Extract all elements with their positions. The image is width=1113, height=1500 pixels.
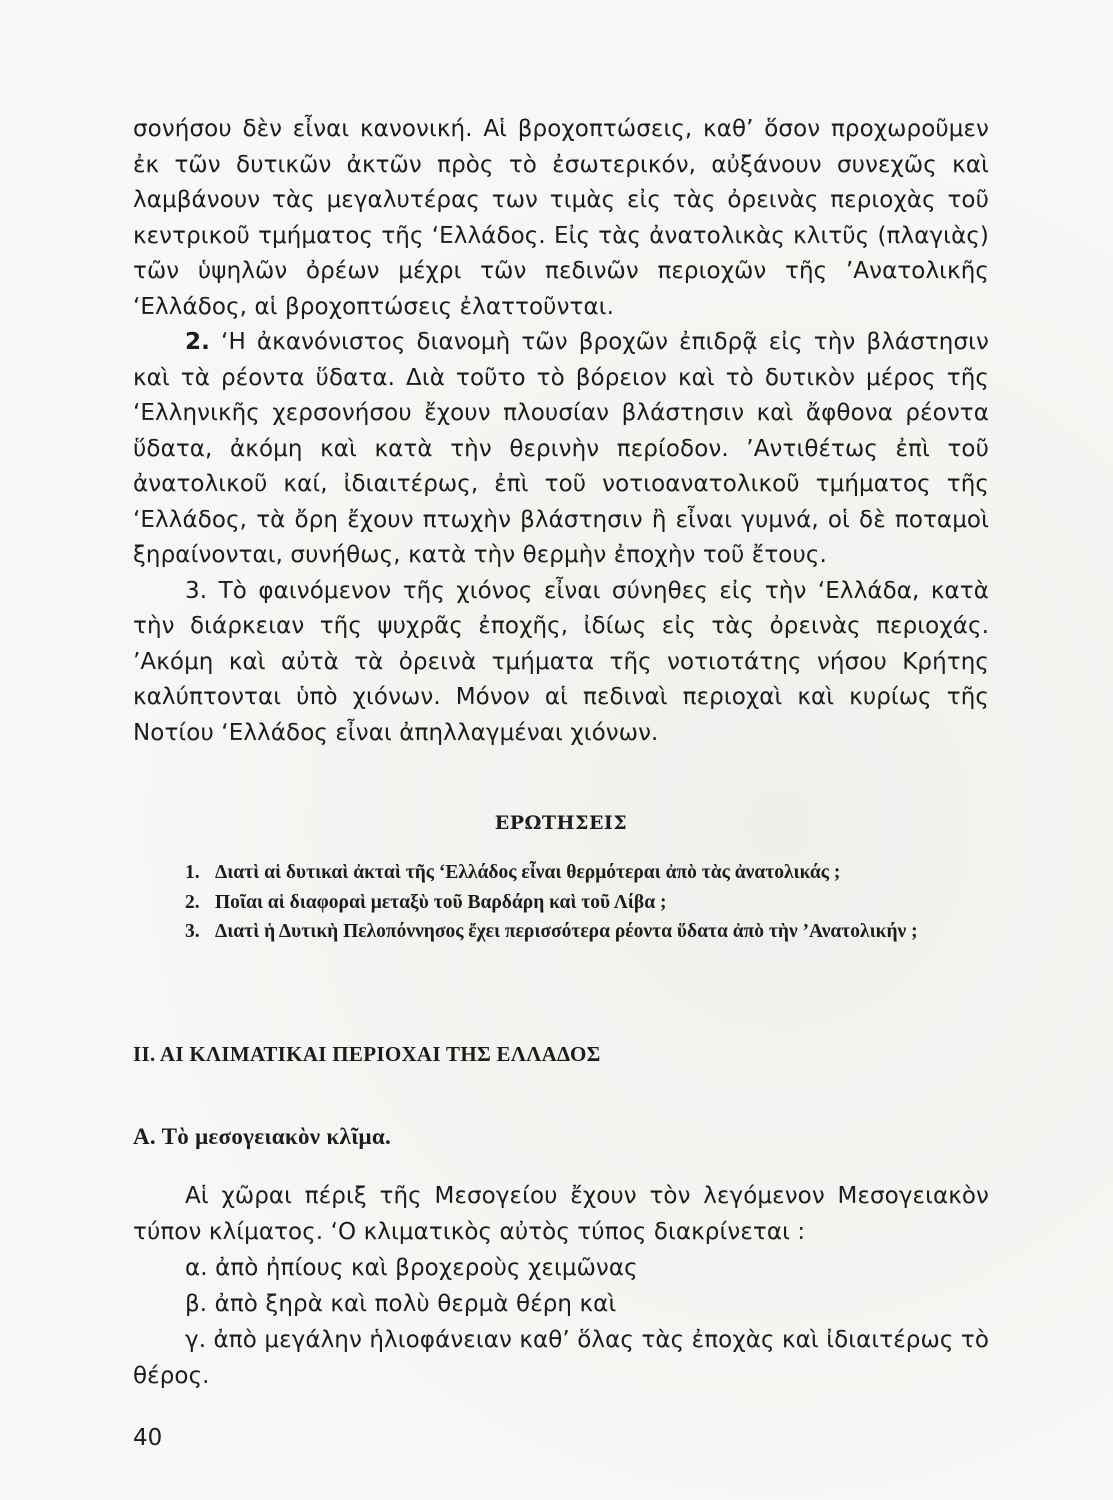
section-heading: ΙΙ. ΑΙ ΚΛΙΜΑΤΙΚΑΙ ΠΕΡΙΟΧΑΙ ΤΗΣ ΕΛΛΑΔΟΣ bbox=[133, 1042, 601, 1066]
question-number: 2. bbox=[185, 891, 200, 913]
page-number: 40 bbox=[133, 1425, 163, 1451]
climate-item: β. ἀπὸ ξηρὰ καὶ πολὺ θερμὰ θέρη καὶ bbox=[185, 1291, 617, 1317]
question-number: 1. bbox=[185, 862, 200, 883]
question-item bbox=[185, 888, 995, 918]
paragraph-2 bbox=[133, 325, 989, 574]
question-item bbox=[185, 858, 995, 888]
questions-heading: ΕΡΩΤΗΣΕΙΣ bbox=[494, 812, 628, 834]
paragraph-3-text: Τὸ φαινόμενον τῆς χιόνος εἶναι σύνηθες εἰς τὴν ‘Ελλάδα, κατὰ τὴν διάρκειαν τῆς ψυχρᾶς ἐποχῆς, ἰδίως εἰς τὰς ὀρεινὰς περιοχάς. ’Ακόμη καὶ αὐτὰ τὰ ὀρεινὰ τμήματα τῆς νοτιοτάτης νήσου Κρήτης καλύπτονται ὑπὸ χιόνων. Μόνον αἱ πεδιναὶ περιοχαὶ καὶ κυρίως τῆς Νοτίου ‘Ελλάδος εἶναι ἀπηλλαγμέναι χιόνων. bbox=[133, 577, 989, 746]
climate-text bbox=[133, 1178, 989, 1394]
question-item bbox=[185, 917, 995, 947]
paragraph-2-number: 2. bbox=[185, 329, 210, 355]
paragraph-3-number: 3. bbox=[185, 577, 208, 604]
body-text bbox=[133, 112, 989, 751]
questions-list bbox=[185, 858, 995, 947]
question-text: Διατὶ αἱ δυτικαὶ ἀκταὶ τῆς ‘Ελλάδος εἶναι θερμότεραι ἀπὸ τὰς ἀνατολικάς ; bbox=[215, 862, 841, 883]
sub-heading: Α. Τὸ μεσογειακὸν κλῖμα. bbox=[133, 1124, 392, 1149]
paragraph-3 bbox=[133, 574, 989, 752]
paragraph-intro: σονήσου δὲν εἶναι κανονική. Αἱ βροχοπτώσεις, καθ’ ὅσον προχωροῦμεν ἐκ τῶν δυτικῶν ἀκτῶν πρὸς τὸ ἐσωτερικόν, αὐξάνουν συνεχῶς καὶ λαμβάνουν τὰς μεγαλυτέρας των τιμὰς εἰς τὰς ὀρεινὰς περιοχὰς τοῦ κεντρικοῦ τμήματος τῆς ‘Ελλάδος. Εἰς τὰς ἀνατολικὰς κλιτῦς (πλαγιὰς) τῶν ὑψηλῶν ὀρέων μέχρι τῶν πεδινῶν περιοχῶν τῆς ’Ανατολικῆς ‘Ελλάδος, αἱ βροχοπτώσεις ἐλαττοῦνται. bbox=[133, 116, 989, 320]
question-text: Ποῖαι αἱ διαφοραὶ μεταξὺ τοῦ Βαρδάρη καὶ τοῦ Λίβα ; bbox=[215, 891, 667, 913]
question-number: 3. bbox=[185, 921, 200, 942]
paragraph-2-text: ‘Η ἀκανόνιστος διανομὴ τῶν βροχῶν ἐπιδρᾷ εἰς τὴν βλάστησιν καὶ τὰ ρέοντα ὕδατα. Διὰ τοῦτο τὸ βόρειον καὶ τὸ δυτικὸν μέρος τῆς ‘Ελληνικῆς χερσονήσου ἔχουν πλουσίαν βλάστησιν καὶ ἄφθονα ρέοντα ὕδατα, ἀκόμη καὶ κατὰ τὴν θερινὴν περίοδον. ’Αντιθέτως ἐπὶ τοῦ ἀνατολικοῦ καί, ἰδιαιτέρως, ἐπὶ τοῦ νοτιοανατολικοῦ τμήματος τῆς ‘Ελλάδος, τὰ ὄρη ἔχουν πτωχὴν βλάστησιν ἢ εἶναι γυμνά, οἱ δὲ ποταμοὶ ξηραίνονται, συνήθως, κατὰ τὴν θερμὴν ἐποχὴν τοῦ ἔτους. bbox=[133, 329, 989, 568]
climate-item: γ. ἀπὸ μεγάλην ἡλιοφάνειαν καθ’ ὅλας τὰς ἐποχὰς καὶ ἰδιαιτέρως τὸ θέρος. bbox=[133, 1327, 989, 1389]
climate-item: α. ἀπὸ ἠπίους καὶ βροχεροὺς χειμῶνας bbox=[185, 1255, 638, 1281]
question-text: Διατὶ ἡ Δυτικὴ Πελοπόννησος ἔχει περισσότερα ρέοντα ὕδατα ἀπὸ τὴν ’Ανατολικήν ; bbox=[215, 921, 918, 942]
climate-intro: Αἱ χῶραι πέριξ τῆς Μεσογείου ἔχουν τὸν λεγόμενον Μεσογειακὸν τύπον κλίματος. ‘Ο κλιματικὸς αὐτὸς τύπος διακρίνεται : bbox=[133, 1183, 989, 1245]
